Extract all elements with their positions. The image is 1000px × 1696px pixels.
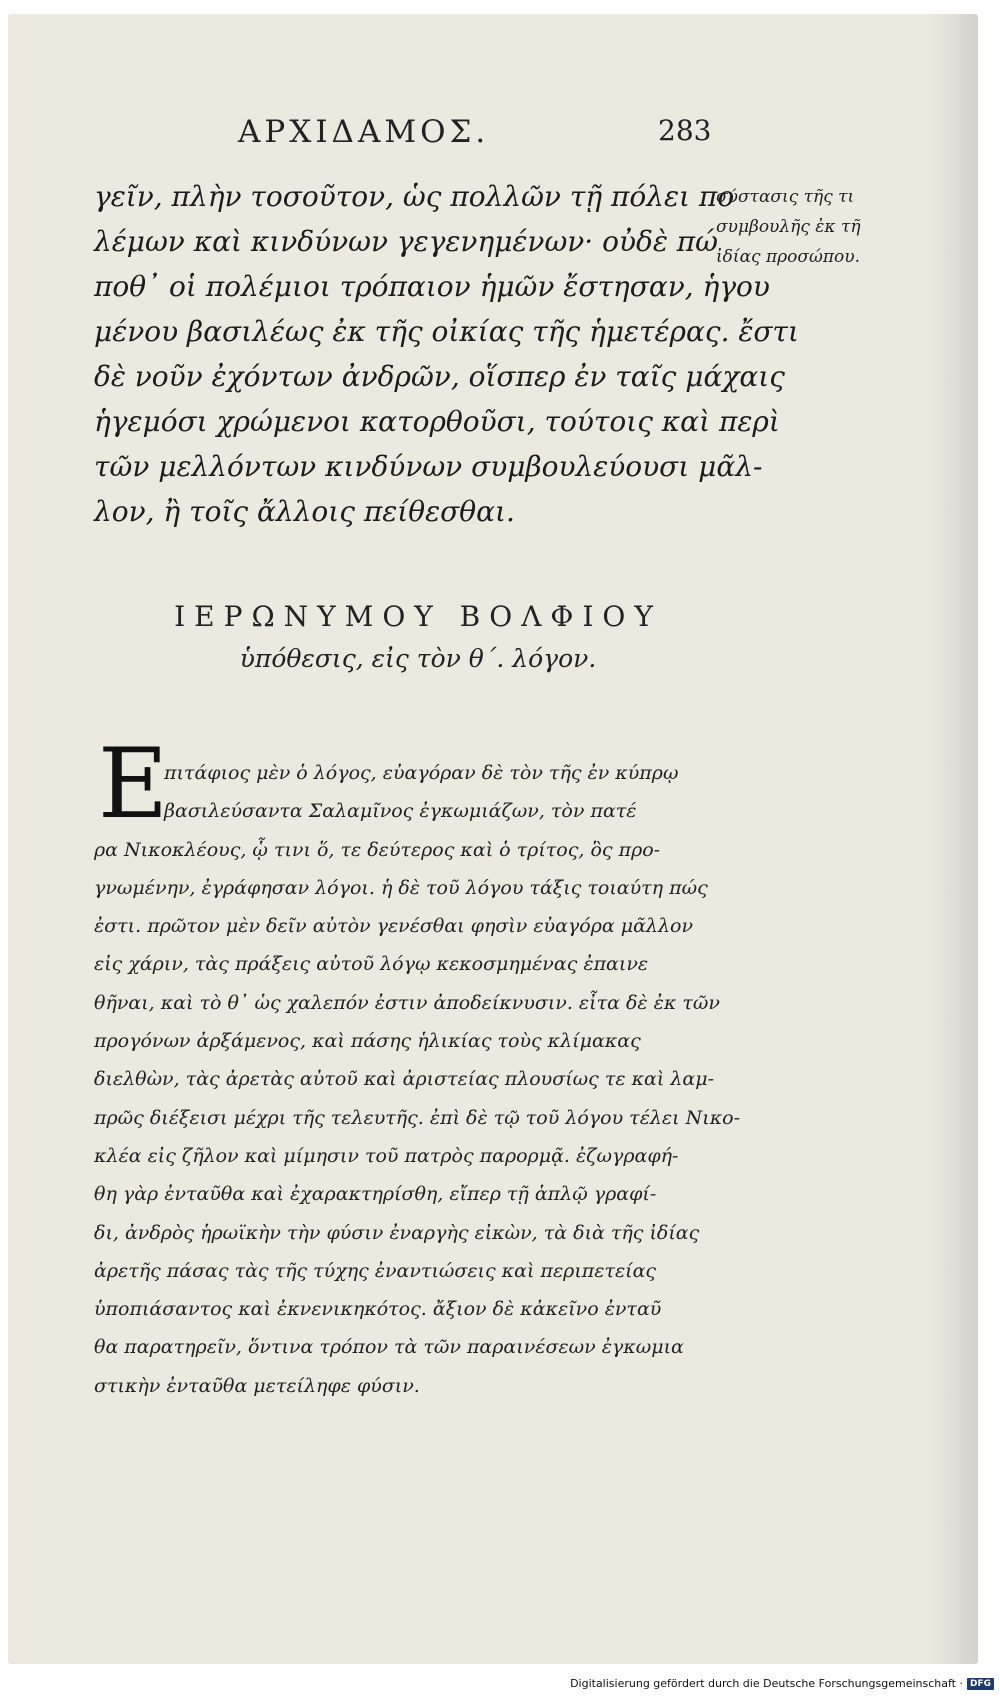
paragraph-line: θα παρατηρεῖν, ὅντινα τρόπον τὰ τῶν παραινέσεων ἐγκωμια — [94, 1336, 684, 1359]
page-number: 283 — [658, 114, 712, 147]
drop-cap-initial: E — [98, 728, 169, 840]
digitization-credit — [570, 1677, 994, 1690]
body-line: ἡγεμόσι χρώμενοι κατορθοῦσι, τούτοις καὶ περὶ — [94, 405, 780, 438]
hypothesis-paragraph — [94, 754, 741, 1405]
credit-text: Digitalisierung gefördert durch die Deutsche Forschungsgemeinschaft · — [570, 1677, 963, 1690]
marginal-note-line: σύστασις τῆς τι — [716, 187, 855, 207]
paragraph-line: θῆναι, καὶ τὸ θ᾽ ὡς χαλεπόν ἐστιν ἀποδείκνυσιν. εἶτα δὲ ἐκ τῶν — [94, 991, 720, 1014]
paragraph-line: πιτάφιος μὲν ὁ λόγος, εὐαγόραν δὲ τὸν τῆς ἐν κύπρῳ — [164, 762, 679, 784]
paragraph-line: βασιλεύσαντα Σαλαμῖνος ἐγκωμιάζων, τὸν πατέ — [164, 800, 637, 823]
body-line: ποθ᾽ οἱ πολέμιοι τρόπαιον ἡμῶν ἔστησαν, ἡγου — [94, 270, 770, 303]
paragraph-line: ρα Νικοκλέους, ᾧ τινι ὅ, τε δεύτερος καὶ ὁ τρίτος, ὃς προ- — [94, 838, 661, 861]
marginal-note — [716, 182, 906, 272]
section-subheading: ὑπόθεσις, εἰς τὸν θ΄. λόγον. — [239, 644, 597, 673]
paragraph-line: εἰς χάριν, τὰς πράξεις αὐτοῦ λόγῳ κεκοσμημένας ἐπαινε — [94, 953, 649, 976]
body-line: γεῖν, πλὴν τοσοῦτον, ὡς πολλῶν τῇ πόλει πο — [94, 180, 735, 213]
marginal-note-line: ἰδίας προσώπου. — [716, 247, 860, 267]
body-line: δὲ νοῦν ἐχόντων ἀνδρῶν, οἵσπερ ἐν ταῖς μάχαις — [94, 360, 785, 393]
paragraph-line: διελθὼν, τὰς ἀρετὰς αὐτοῦ καὶ ἀριστείας πλουσίως τε καὶ λαμ- — [94, 1068, 714, 1091]
paragraph-line: κλέα εἰς ζῆλον καὶ μίμησιν τοῦ πατρὸς παρορμᾷ. ἐζωγραφή- — [94, 1144, 679, 1167]
paragraph-line: δι, ἀνδρὸς ἡρωϊκὴν τὴν φύσιν ἐναργὴς εἰκὼν, τὰ διὰ τῆς ἰδίας — [94, 1221, 700, 1244]
paragraph-line: ἐστι. πρῶτον μὲν δεῖν αὐτὸν γενέσθαι φησὶν εὐαγόρα μᾶλλον — [94, 915, 694, 938]
paragraph-line: θη γὰρ ἐνταῦθα καὶ ἐχαρακτηρίσθη, εἴπερ τῇ ἁπλῷ γραφί- — [94, 1183, 657, 1206]
body-line: τῶν μελλόντων κινδύνων συμβουλεύουσι μᾶλ- — [94, 450, 763, 483]
paragraph-line: ἀρετῆς πάσας τὰς τῆς τύχης ἐναντιώσεις καὶ περιπετείας — [94, 1259, 657, 1282]
paragraph-line: στικὴν ἐνταῦθα μετείληφε φύσιν. — [94, 1374, 420, 1397]
paragraph-line: πρῶς διέξεισι μέχρι τῆς τελευτῆς. ἐπὶ δὲ τῷ τοῦ λόγου τέλει Νικο- — [94, 1106, 741, 1129]
body-line: μένου βασιλέως ἐκ τῆς οἰκίας τῆς ἡμετέρας. ἔστι — [94, 315, 800, 348]
paragraph-line: ὑποπιάσαντος καὶ ἐκνενικηκότος. ἄξιον δὲ κἀκεῖνο ἐνταῦ — [94, 1298, 662, 1321]
body-line: λον, ἢ τοῖς ἄλλοις πείθεσθαι. — [94, 495, 515, 528]
paragraph-line: προγόνων ἀρξάμενος, καὶ πάσης ἡλικίας τοὺς κλίμακας — [94, 1030, 641, 1053]
running-title: ΑΡΧΙΔΑΜΟΣ. — [238, 114, 490, 150]
page-header — [8, 114, 978, 164]
section-heading: ΙΕΡΩΝΥΜΟΥ ΒΟΛΦΙΟΥ — [174, 600, 662, 633]
dfg-logo: DFG — [967, 1678, 994, 1690]
marginal-note-line: συμβουλῆς ἐκ τῆ — [716, 217, 861, 237]
book-page — [8, 14, 978, 1664]
paragraph-line: γνωμένην, ἐγράφησαν λόγοι. ἡ δὲ τοῦ λόγου τάξις τοιαύτη πώς — [94, 876, 708, 899]
body-line: λέμων καὶ κινδύνων γεγενημένων· οὐδὲ πώ — [94, 225, 718, 258]
